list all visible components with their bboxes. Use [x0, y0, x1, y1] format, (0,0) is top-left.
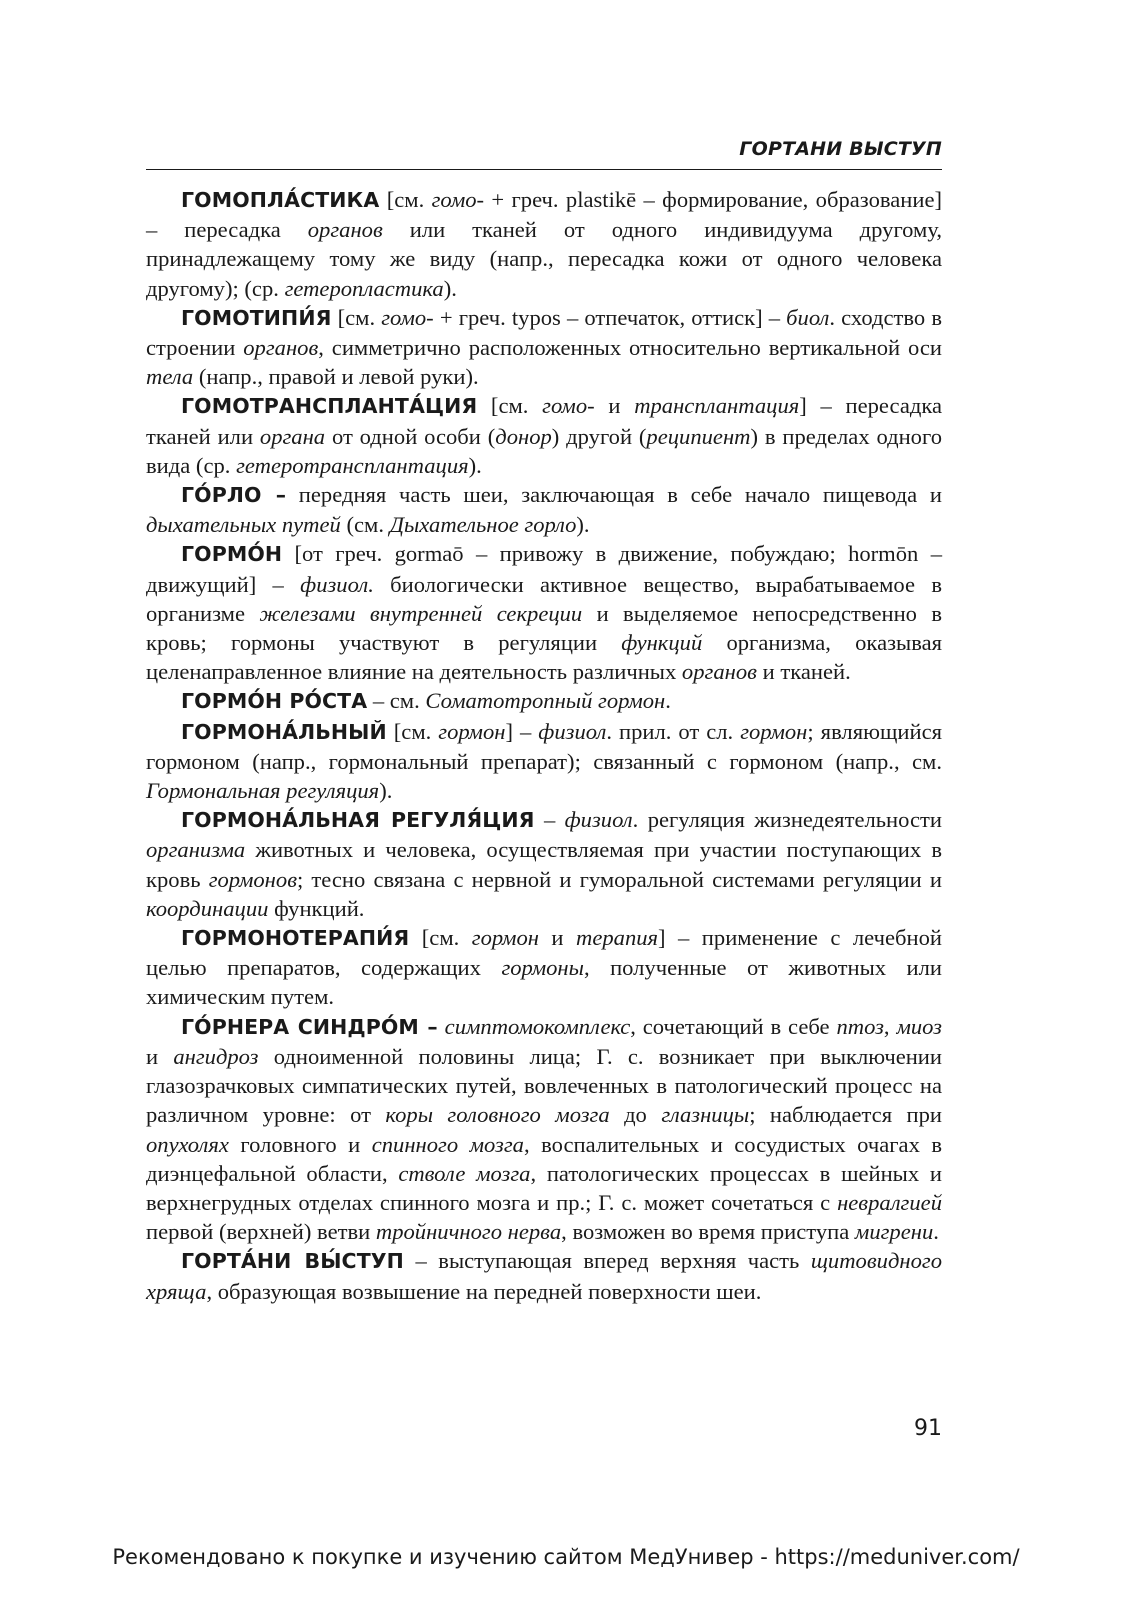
entry-headword: ГОМОТРАНСПЛАНТА́ЦИЯ	[181, 394, 478, 419]
entry-italic-term: гормон	[740, 718, 808, 744]
entry-italic-term: ангидроз	[173, 1043, 259, 1069]
entry-italic-term: организма	[146, 837, 246, 863]
entry-italic-term: дыхательных путей	[146, 512, 341, 538]
entry-text: ; наблюдается при	[749, 1102, 943, 1128]
entry-text: одноименной половины лица; Г. с. возникает при выключении глазозрачковых симпатических путей, вовлеченных в патологический процесс на различном уровне: от	[146, 1043, 942, 1128]
entry-italic-term: терапия	[576, 925, 659, 951]
entry-text: ).	[576, 512, 590, 538]
entry-text: (напр., правой и левой руки).	[193, 364, 479, 390]
entry-italic-term: симптомокомплекс	[444, 1013, 631, 1039]
entry-italic-term: трансплантация	[634, 393, 800, 419]
entry-text: ) в пределах одного вида (ср.	[146, 423, 942, 478]
entry-italic-term: железами внутренней секреции	[259, 600, 583, 626]
entry-text: передняя часть шеи, заключающая в себе начало пищевода и	[286, 482, 942, 508]
entry-italic-term: органов	[681, 659, 757, 685]
entry-text: и	[594, 393, 635, 419]
entry-text: .	[933, 1219, 939, 1245]
entry-text: [см.	[379, 187, 432, 212]
entry-text: . регуляция жизнедеятельности	[632, 807, 942, 833]
entry-italic-term: органа	[259, 423, 326, 449]
entry-italic-term: биол	[786, 304, 830, 330]
entry-italic-term: миоз	[896, 1013, 942, 1039]
entry-italic-term: гетеропластика	[284, 275, 444, 301]
entry-text: , полученные от животных или химическим путем.	[146, 955, 942, 1010]
entry-italic-term: гомо-	[431, 187, 485, 212]
entry-text: + греч. typos – отпечаток, оттиск] –	[433, 304, 787, 330]
entry-text: , симметрично расположенных относительно вертикальной оси	[318, 335, 942, 361]
entry-italic-term: донор	[495, 423, 552, 449]
entry-headword: ГОМОПЛА́СТИКА	[181, 188, 380, 212]
entry-text: ,	[883, 1013, 897, 1039]
entry-text: . сходство в строении	[146, 304, 942, 361]
entry-italic-term: органов	[243, 335, 319, 361]
entry-text: – выступающая вперед верхняя часть	[403, 1248, 811, 1274]
entry-text: и	[146, 1043, 174, 1069]
entry-italic-term: реципиент	[646, 423, 751, 449]
entry-text: и	[538, 925, 576, 951]
entry-italic-term: координации	[146, 895, 269, 921]
entry-text: , воспалительных и сосудистых очагах в диэнцефальной области,	[146, 1131, 942, 1186]
entry-text: , сочетающий в себе	[630, 1013, 837, 1039]
dictionary-entry	[146, 480, 942, 539]
entry-text: и выделяемое непосредственно в кровь; гормоны участвуют в регуляции	[146, 600, 942, 656]
entry-italic-term: тройничного нерва	[375, 1219, 562, 1245]
entry-text: ) другой (	[551, 423, 647, 449]
dictionary-entry	[146, 391, 942, 480]
entry-italic-term: гормон	[471, 925, 539, 951]
entry-headword: ГОРМО́Н	[181, 542, 283, 567]
page-number: 91	[914, 1416, 942, 1441]
entry-italic-term: гетеротрансплантация	[236, 452, 469, 478]
entry-text: животных и человека, осуществляемая при участии поступающих в кровь	[146, 837, 942, 892]
entry-italic-term: физиол.	[300, 571, 374, 597]
entry-italic-term: гомо-	[542, 393, 595, 419]
entry-italic-term: Дыхательное горло	[389, 512, 577, 538]
entry-text: организма, оказывая целенаправленное влияние на деятельность различных	[146, 630, 942, 685]
entry-text: ).	[379, 778, 393, 804]
entry-italic-term: глазницы	[661, 1102, 750, 1128]
dictionary-entry	[146, 717, 942, 806]
entry-text: [от греч. gormaō – привожу в движение, побуждаю; hormōn – движущий] –	[146, 541, 942, 597]
entry-text: ).	[468, 452, 482, 478]
entry-text: , возможен во время приступа	[561, 1219, 855, 1245]
entry-headword: ГО́РНЕРА СИНДРО́М –	[181, 1014, 438, 1039]
entry-headword: ГОРМО́Н РО́СТА	[181, 689, 368, 714]
entry-headword: ГО́РЛО –	[181, 483, 287, 508]
entry-italic-term: щитовидного хряща	[146, 1248, 942, 1304]
entry-italic-term: функций	[621, 630, 703, 656]
entry-text: [см.	[331, 304, 382, 330]
entry-text	[438, 1014, 445, 1039]
entry-text: [см.	[409, 925, 472, 951]
entry-italic-term: физиол	[564, 807, 633, 833]
footer-note[interactable]: Рекомендовано к покупке и изучению сайтом МедУнивер - https://meduniver.com/	[112, 1545, 1020, 1569]
entry-headword: ГОРМОНА́ЛЬНАЯ РЕГУЛЯ́ЦИЯ	[181, 808, 535, 833]
entry-italic-term: Гормональная регуляция	[146, 778, 380, 804]
entry-text: от одной особи (	[325, 423, 496, 449]
entry-italic-term: спинного мозга	[371, 1131, 524, 1157]
entry-text: ] –	[505, 718, 539, 744]
entry-text: –	[534, 807, 565, 833]
entry-text: + греч. plastikē – формирование, образование] – пересадка	[146, 187, 943, 243]
entry-text: .	[665, 688, 671, 714]
entry-italic-term: гормонов	[208, 866, 297, 892]
entry-text: (см.	[340, 512, 390, 538]
header-rule	[146, 169, 942, 170]
entry-italic-term: органов	[307, 217, 383, 243]
dictionary-entry	[146, 805, 942, 923]
entry-text: ; являющийся гормоном (напр., гормональный препарат); связанный с гормоном (напр., см.	[146, 718, 942, 774]
entry-text: ] – применение с лечебной целью препаратов, содержащих	[146, 925, 943, 981]
entry-text: и тканей.	[756, 659, 851, 685]
entry-italic-term: гомо-	[381, 304, 434, 330]
entry-text: ; тесно связана с нервной и гуморальной системами регуляции и	[297, 866, 942, 892]
entry-text: . прил. от сл.	[606, 718, 741, 744]
entry-italic-term: тела	[146, 364, 194, 390]
entry-text: – см.	[367, 688, 426, 714]
entry-text: ).	[443, 275, 457, 301]
entry-headword: ГОРМОНОТЕРАПИ́Я	[181, 926, 410, 951]
running-head: ГОРТАНИ ВЫСТУП	[739, 138, 942, 160]
entry-text: ] – пересадка тканей или	[146, 393, 943, 449]
entry-text: биологически активное вещество, вырабатываемое в организме	[146, 571, 942, 626]
entry-italic-term: гормон	[438, 718, 506, 744]
entry-italic-term: коры головного мозга	[385, 1102, 610, 1128]
entry-italic-term: невралгией	[837, 1189, 942, 1215]
dictionary-entry	[146, 923, 942, 1012]
entry-text: [см.	[477, 393, 543, 419]
entry-italic-term: птоз	[836, 1013, 884, 1039]
entries-column	[146, 185, 942, 1306]
entry-italic-term: физиол	[538, 718, 607, 744]
dictionary-entry	[146, 539, 942, 686]
entry-italic-term: мигрени	[854, 1219, 934, 1245]
dictionary-entry	[146, 1246, 942, 1305]
entry-headword: ГОМОТИПИ́Я	[181, 305, 332, 330]
entry-text: функций.	[268, 895, 365, 921]
entry-italic-term: стволе мозга	[398, 1160, 531, 1186]
entry-italic-term: опухолях	[146, 1131, 229, 1157]
entry-headword: ГОРТА́НИ ВЫ́СТУП	[181, 1249, 404, 1274]
entry-text: или тканей от одного индивидуума другому, принадлежащему тому же виду (напр., пересадка кожи от одного человека другому); (ср.	[146, 217, 942, 301]
entry-italic-term: гормоны	[501, 955, 584, 981]
dictionary-entry	[146, 303, 942, 392]
entry-text: до	[609, 1102, 662, 1128]
entry-text: [см.	[386, 718, 439, 744]
entry-text: головного и	[228, 1131, 372, 1157]
dictionary-entry	[146, 686, 942, 716]
entry-text: первой (верхней) ветви	[146, 1219, 376, 1245]
dictionary-entry	[146, 185, 942, 303]
entry-headword: ГОРМОНА́ЛЬНЫЙ	[181, 719, 387, 744]
entry-text: , образующая возвышение на передней поверхности шеи.	[206, 1278, 762, 1304]
entry-text: , патологических процессах в шейных и верхнегрудных отделах спинного мозга и пр.; Г. с. может сочетаться с	[146, 1160, 942, 1215]
entry-italic-term: Соматотропный гормон	[425, 688, 666, 714]
dictionary-entry	[146, 1012, 942, 1247]
